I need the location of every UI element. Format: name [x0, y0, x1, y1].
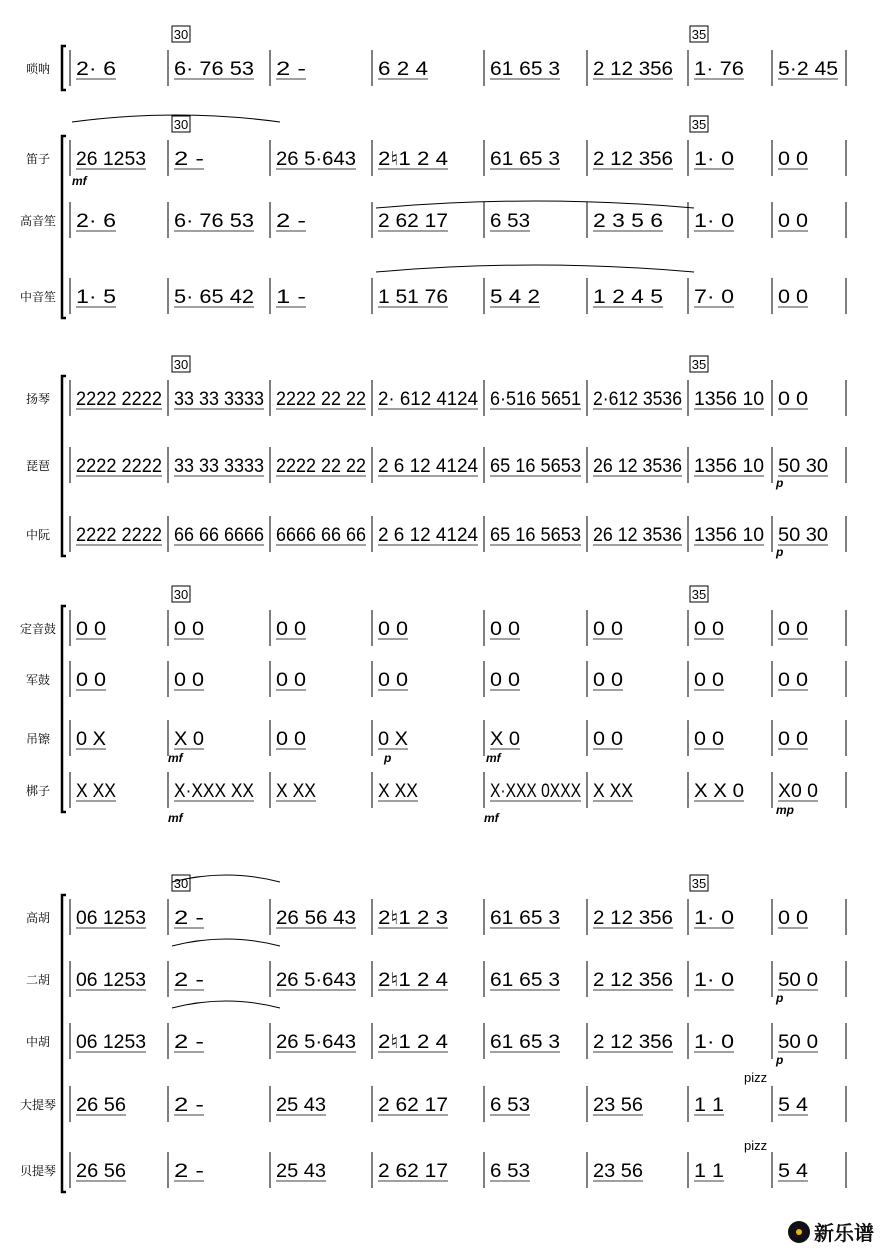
measure-notes: 26 12 3536: [593, 525, 682, 546]
dynamic-p: p: [776, 1053, 784, 1067]
rehearsal-mark-30: 30: [173, 117, 189, 132]
measure-notes: 2222 22 22: [276, 456, 366, 477]
measure-notes: 26 5·643: [276, 149, 356, 170]
measure-notes: 26 56: [76, 1095, 126, 1116]
measure-notes: 0 X: [378, 729, 409, 750]
measure-notes: 26 5·643: [276, 970, 356, 991]
measure-notes: 26 12 3536: [593, 456, 682, 477]
measure-notes: 2· 6: [76, 211, 116, 232]
measure-notes: X·XXX 0XXX: [490, 781, 582, 802]
instrument-label: 扬琴: [25, 392, 51, 406]
measure-notes: 0 0: [76, 619, 106, 640]
dynamic-mp: mp: [776, 803, 794, 817]
measure-notes: 0 0: [378, 619, 408, 640]
measure-notes: 61 65 3: [490, 908, 560, 929]
slur: [376, 265, 694, 272]
instrument-label: 吊镲: [25, 732, 51, 746]
measure-notes: 2 62 17: [378, 1095, 448, 1116]
measure-notes: 2 12 356: [593, 1032, 673, 1053]
measure-notes: 2 12 356: [593, 149, 673, 170]
rehearsal-mark-35: 35: [691, 357, 707, 372]
rehearsal-mark-35: 35: [691, 587, 707, 602]
instrument-label: 中阮: [25, 528, 51, 542]
measure-notes: 6 53: [490, 1095, 530, 1116]
measure-notes: 1 1: [694, 1161, 724, 1182]
measure-notes: 26 56 43: [276, 908, 356, 929]
dynamic-p: p: [776, 991, 784, 1005]
measure-notes: 0 0: [490, 619, 520, 640]
measure-notes: 25 43: [276, 1095, 326, 1116]
measure-notes: 50 0: [778, 1032, 818, 1053]
measure-notes: 5·2 45: [778, 59, 838, 80]
measure-notes: X·XXX XX: [174, 781, 255, 802]
measure-notes: 06 1253: [76, 970, 146, 991]
measure-notes: 0 0: [778, 389, 808, 410]
direction-pizz: pizz: [744, 1070, 768, 1085]
measure-notes: 61 65 3: [490, 149, 560, 170]
measure-notes: 2 12 356: [593, 59, 673, 80]
instrument-label: 定音鼓: [19, 622, 57, 636]
slur: [376, 201, 694, 208]
instrument-label: 高音笙: [19, 214, 57, 228]
measure-notes: 1 2 4 5: [593, 287, 663, 308]
system-bracket: [62, 46, 66, 90]
rehearsal-mark-30: 30: [173, 587, 189, 602]
measure-notes: 1356 10: [694, 525, 764, 546]
measure-notes: 23 56: [593, 1161, 643, 1182]
measure-notes: 0 0: [778, 670, 808, 691]
measure-notes: 2 6 12 4124: [378, 456, 479, 477]
measure-notes: 6· 76 53: [174, 211, 254, 232]
measure-notes: 2222 2222: [76, 389, 162, 410]
measure-notes: 0 X: [76, 729, 107, 750]
measure-notes: 50 30: [778, 456, 828, 477]
instrument-label: 二胡: [25, 973, 51, 987]
measure-notes: 1· 0: [694, 211, 734, 232]
measure-notes: 1· 76: [694, 59, 744, 80]
measure-notes: 1· 0: [694, 970, 734, 991]
measure-notes: 2222 2222: [76, 525, 162, 546]
measure-notes: 2♮1 2 4: [378, 970, 449, 991]
measure-notes: 1· 0: [694, 149, 734, 170]
measure-notes: 2 6 12 4124: [378, 525, 479, 546]
measure-notes: 26 1253: [76, 149, 146, 170]
measure-notes: 1356 10: [694, 456, 764, 477]
measure-notes: 2222 22 22: [276, 389, 366, 410]
system-bracket: [62, 376, 66, 556]
measure-notes: 0 0: [174, 670, 204, 691]
measure-notes: 2· 6: [76, 59, 116, 80]
measure-notes: 2 -: [276, 211, 306, 232]
dynamic-p: p: [384, 751, 392, 765]
measure-notes: 66 66 6666: [174, 525, 264, 546]
measure-notes: 2 -: [174, 1161, 204, 1182]
instrument-label: 大提琴: [19, 1098, 57, 1112]
measure-notes: 2 12 356: [593, 970, 673, 991]
measure-notes: 2♮1 2 3: [378, 908, 448, 929]
dynamic-p: p: [776, 476, 784, 490]
measure-notes: 23 56: [593, 1095, 643, 1116]
measure-notes: 5 4: [778, 1161, 809, 1182]
measure-notes: 0 0: [490, 670, 520, 691]
measure-notes: 0 0: [778, 149, 808, 170]
measure-notes: 2♮1 2 4: [378, 149, 449, 170]
measure-notes: 0 0: [593, 619, 623, 640]
rehearsal-mark-30: 30: [173, 27, 189, 42]
measure-notes: X 0: [490, 729, 520, 750]
measure-notes: 2 -: [174, 149, 204, 170]
instrument-label: 中胡: [25, 1035, 51, 1049]
dynamic-mf: mf: [168, 811, 183, 825]
measure-notes: 6 53: [490, 1161, 530, 1182]
measure-notes: 2♮1 2 4: [378, 1032, 449, 1053]
measure-notes: 2 62 17: [378, 1161, 448, 1182]
measure-notes: 0 0: [276, 619, 306, 640]
measure-notes: X0 0: [778, 781, 818, 802]
measure-notes: X X 0: [694, 781, 744, 802]
measure-notes: X 0: [174, 729, 204, 750]
measure-notes: 6 2 4: [378, 59, 429, 80]
measure-notes: 2 62 17: [378, 211, 448, 232]
dynamic-mf: mf: [72, 174, 87, 188]
measure-notes: 0 0: [778, 729, 808, 750]
record-disc-icon: [788, 1221, 810, 1243]
measure-notes: 1 -: [276, 287, 306, 308]
measure-notes: 2 -: [174, 970, 204, 991]
measure-notes: X XX: [76, 781, 117, 802]
measure-notes: 2· 612 4124: [378, 389, 479, 410]
measure-notes: 1· 0: [694, 1032, 734, 1053]
measure-notes: 61 65 3: [490, 970, 560, 991]
measure-notes: 2·612 3536: [593, 389, 682, 410]
measure-notes: 65 16 5653: [490, 456, 581, 477]
measure-notes: 6666 66 66: [276, 525, 366, 546]
measure-notes: 25 43: [276, 1161, 326, 1182]
rehearsal-mark-30: 30: [173, 876, 189, 891]
measure-notes: 6· 76 53: [174, 59, 254, 80]
measure-notes: 2 -: [276, 59, 306, 80]
instrument-label: 唢呐: [25, 62, 51, 76]
measure-notes: 0 0: [378, 670, 408, 691]
instrument-label: 琵琶: [25, 459, 51, 473]
measure-notes: 0 0: [276, 670, 306, 691]
measure-notes: 26 56: [76, 1161, 126, 1182]
instrument-label: 军鼓: [25, 673, 51, 687]
system-bracket: [62, 606, 66, 812]
measure-notes: 2 3 5 6: [593, 211, 663, 232]
system-bracket: [62, 136, 66, 318]
measure-notes: 0 0: [276, 729, 306, 750]
measure-notes: 5 4 2: [490, 287, 540, 308]
dynamic-mf: mf: [484, 811, 499, 825]
measure-notes: X XX: [378, 781, 419, 802]
measure-notes: 0 0: [778, 287, 808, 308]
site-logo-text: 新乐谱: [814, 1221, 874, 1245]
measure-notes: 50 0: [778, 970, 818, 991]
measure-notes: X XX: [276, 781, 317, 802]
rehearsal-mark-35: 35: [691, 876, 707, 891]
instrument-label: 高胡: [25, 911, 51, 925]
measure-notes: 06 1253: [76, 1032, 146, 1053]
rehearsal-mark-35: 35: [691, 117, 707, 132]
measure-notes: X XX: [593, 781, 634, 802]
measure-notes: 5· 65 42: [174, 287, 254, 308]
measure-notes: 06 1253: [76, 908, 146, 929]
measure-notes: 0 0: [778, 908, 808, 929]
measure-notes: 7· 0: [694, 287, 734, 308]
measure-notes: 0 0: [694, 729, 724, 750]
measure-notes: 5 4: [778, 1095, 809, 1116]
rehearsal-mark-35: 35: [691, 27, 707, 42]
measure-notes: 0 0: [778, 211, 808, 232]
instrument-label: 梆子: [25, 784, 51, 798]
measure-notes: 1· 0: [694, 908, 734, 929]
direction-pizz: pizz: [744, 1138, 768, 1153]
rehearsal-mark-30: 30: [173, 357, 189, 372]
measure-notes: 6·516 5651: [490, 389, 581, 410]
measure-notes: 2 -: [174, 1095, 204, 1116]
dynamic-mf: mf: [486, 751, 501, 765]
dynamic-mf: mf: [168, 751, 183, 765]
measure-notes: 2 -: [174, 908, 204, 929]
instrument-label: 贝提琴: [19, 1164, 57, 1178]
measure-notes: 26 5·643: [276, 1032, 356, 1053]
measure-notes: 1 51 76: [378, 287, 448, 308]
measure-notes: 50 30: [778, 525, 828, 546]
measure-notes: 65 16 5653: [490, 525, 581, 546]
measure-notes: 6 53: [490, 211, 530, 232]
measure-notes: 0 0: [593, 729, 623, 750]
measure-notes: 33 33 3333: [174, 456, 264, 477]
measure-notes: 0 0: [694, 670, 724, 691]
measure-notes: 61 65 3: [490, 59, 560, 80]
measure-notes: 0 0: [778, 619, 808, 640]
measure-notes: 0 0: [174, 619, 204, 640]
measure-notes: 2 -: [174, 1032, 204, 1053]
measure-notes: 2222 2222: [76, 456, 162, 477]
measure-notes: 61 65 3: [490, 1032, 560, 1053]
measure-notes: 0 0: [76, 670, 106, 691]
measure-notes: 33 33 3333: [174, 389, 264, 410]
instrument-label: 笛子: [25, 152, 51, 166]
instrument-label: 中音笙: [19, 290, 57, 304]
system-bracket: [62, 895, 66, 1192]
measure-notes: 1· 5: [76, 287, 116, 308]
measure-notes: 1 1: [694, 1095, 724, 1116]
measure-notes: 1356 10: [694, 389, 764, 410]
measure-notes: 2 12 356: [593, 908, 673, 929]
site-logo: [788, 1217, 874, 1246]
slur: [172, 939, 280, 946]
measure-notes: 0 0: [593, 670, 623, 691]
slur: [172, 1001, 280, 1008]
dynamic-p: p: [776, 545, 784, 559]
measure-notes: 0 0: [694, 619, 724, 640]
